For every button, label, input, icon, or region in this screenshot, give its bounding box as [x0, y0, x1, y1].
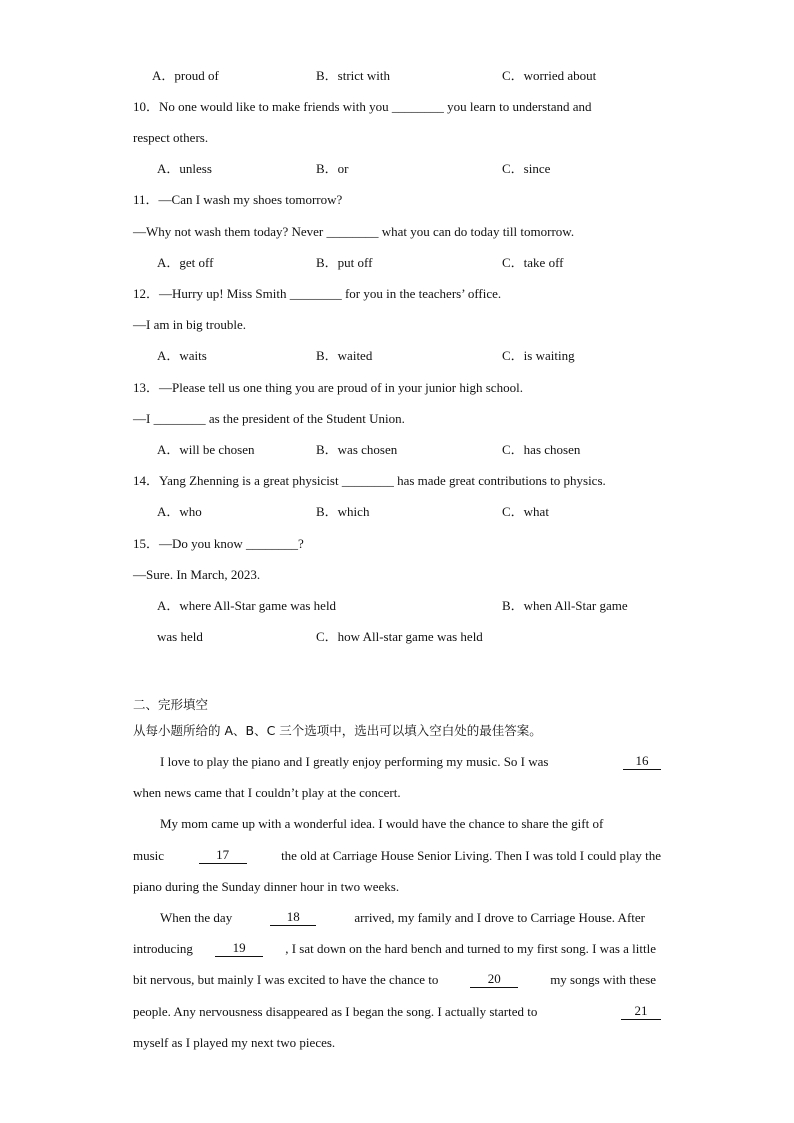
q13-stem-line2: —I ________ as the president of the Student Union. [133, 411, 405, 426]
q14-stem-line1: 14．Yang Zhenning is a great physicist ________ has made great contributions to physics. [133, 473, 606, 488]
passage-text: , I sat down on the hard bench and turned to my first song. I was a little [285, 941, 656, 956]
q13-option-a: A．will be chosen [157, 442, 255, 457]
q10-option-b: B．or [316, 161, 349, 176]
q10-stem-line1: 10．No one would like to make friends with you ________ you learn to understand and [133, 99, 592, 114]
q13-option-c: C．has chosen [502, 442, 581, 457]
q12-option-c: C．is waiting [502, 348, 575, 363]
passage-text: bit nervous, but mainly I was excited to have the chance to [133, 972, 439, 987]
q11-stem-line1: 11．—Can I wash my shoes tomorrow? [133, 192, 343, 207]
q9-option-b: B．strict with [316, 68, 391, 83]
passage-p3-line3 [133, 972, 656, 988]
passage-p1-line1 [160, 754, 661, 770]
blank-17[interactable]: 17 [199, 848, 247, 864]
passage-text: introducing [133, 941, 193, 956]
q13-option-b: B．was chosen [316, 442, 398, 457]
passage-p2-line3: piano during the Sunday dinner hour in two weeks. [133, 879, 400, 894]
passage-p1-line2: when news came that I couldn’t play at the concert. [133, 785, 401, 800]
blank-16[interactable]: 16 [623, 754, 661, 770]
q15-stem-line2: —Sure. In March, 2023. [133, 567, 261, 582]
passage-text: When the day [160, 910, 233, 925]
section-instruction: 从每小题所给的 A、B、C 三个选项中，选出可以填入空白处的最佳答案。 [133, 723, 542, 738]
q12-stem-line2: —I am in big trouble. [133, 317, 247, 332]
q12-stem-line1: 12．—Hurry up! Miss Smith ________ for you in the teachers’ office. [133, 286, 502, 301]
passage-text: the old at Carriage House Senior Living. Then I was told I could play the [281, 848, 661, 863]
q12-option-b: B．waited [316, 348, 373, 363]
q15-option-c: C．how All-star game was held [316, 629, 483, 644]
section-heading: 二、完形填空 [133, 697, 209, 712]
passage-text: arrived, my family and I drove to Carriage House. After [354, 910, 645, 925]
q15-option-b-continued: was held [157, 629, 203, 644]
q9-option-c: C．worried about [502, 68, 597, 83]
q14-option-c: C．what [502, 504, 549, 519]
passage-p2-line1: My mom came up with a wonderful idea. I would have the chance to share the gift of [160, 816, 604, 831]
passage-p3-line5: myself as I played my next two pieces. [133, 1035, 336, 1050]
passage-text: people. Any nervousness disappeared as I began the song. I actually started to [133, 1004, 538, 1019]
passage-text: my songs with these [550, 972, 656, 987]
q10-stem-line2: respect others. [133, 130, 209, 145]
q9-option-a: A．proud of [152, 68, 219, 83]
q13-stem-line1: 13．—Please tell us one thing you are proud of in your junior high school. [133, 380, 523, 395]
q11-stem-line2: —Why not wash them today? Never ________ what you can do today till tomorrow. [133, 224, 575, 239]
blank-21[interactable]: 21 [621, 1004, 661, 1020]
blank-20[interactable]: 20 [470, 972, 518, 988]
q11-option-a: A．get off [157, 255, 214, 270]
blank-19[interactable]: 19 [215, 941, 263, 957]
q15-stem-line1: 15．—Do you know ________? [133, 536, 304, 551]
q14-option-b: B．which [316, 504, 370, 519]
passage-p3-line2 [133, 941, 656, 957]
passage-p2-line2 [133, 848, 661, 864]
q10-option-c: C．since [502, 161, 551, 176]
passage-p3-line1 [160, 910, 645, 926]
q10-option-a: A．unless [157, 161, 212, 176]
passage-text: I love to play the piano and I greatly enjoy performing my music. So I was [160, 754, 549, 769]
q15-option-b: B．when All-Star game [502, 598, 628, 613]
q14-option-a: A．who [157, 504, 202, 519]
q12-option-a: A．waits [157, 348, 207, 363]
blank-18[interactable]: 18 [270, 910, 316, 926]
q11-option-c: C．take off [502, 255, 564, 270]
passage-text: music [133, 848, 165, 863]
q11-option-b: B．put off [316, 255, 373, 270]
q15-option-a: A．where All-Star game was held [157, 598, 337, 613]
passage-p3-line4 [133, 1004, 661, 1020]
